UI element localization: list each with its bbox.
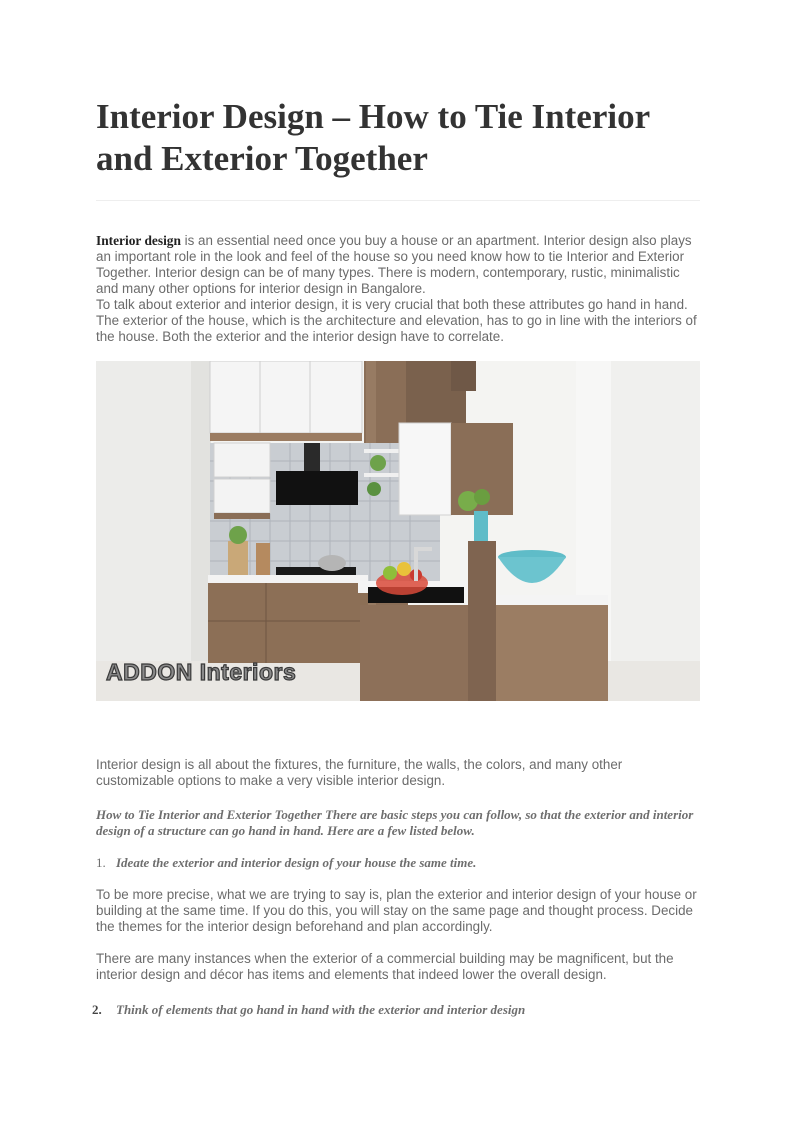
list-item-2 — [92, 1002, 700, 1018]
page-title: Interior Design – How to Tie Interior and Exterior Together — [96, 97, 650, 178]
intro-lead-link[interactable]: Interior design — [96, 233, 181, 248]
section-subheading: How to Tie Interior and Exterior Together There are basic steps you can follow, so that the exterior and interior design of a structure can go hand in hand. Here are a few listed below. — [96, 807, 694, 838]
image-watermark: ADDON Interiors — [106, 659, 297, 685]
intro-paragraph-1-text: is an essential need once you buy a house or an apartment. Interior design also plays an important role in the look and feel of the house so you need know how to tie Interior and Exterior Together. Interior design can be of many types. There is modern, contemporary, rustic, minimalistic and many other options for interior design in Bangalore. — [96, 233, 692, 296]
fixtures-paragraph: Interior design is all about the fixtures, the furniture, the walls, the colors, and many other customizable options to make a very visible interior design. — [96, 757, 623, 788]
intro-paragraph-2: To talk about exterior and interior design, it is very crucial that both these attributes go hand in hand. The exterior of the house, which is the architecture and elevation, has to go in line with the interiors of the house. Both the exterior and the interior design have to correlate. — [96, 297, 697, 344]
title-divider — [96, 200, 700, 201]
list-item-2-text: Think of elements that go hand in hand with the exterior and interior design — [116, 1002, 526, 1017]
list-item-1-text: Ideate the exterior and interior design of your house the same time. — [116, 855, 477, 870]
list-item-1 — [96, 855, 700, 871]
kitchen-photo — [96, 361, 700, 701]
intro-paragraph-1 — [96, 233, 700, 297]
intro-section — [96, 233, 700, 345]
instances-paragraph: There are many instances when the exterior of a commercial building may be magnificent, but the interior design and décor has items and elements that indeed lower the overall design. — [96, 951, 674, 982]
list-item-2-number: 2. — [92, 1002, 102, 1017]
article — [92, 96, 700, 1018]
list-item-1-number: 1. — [96, 855, 106, 870]
kitchen-illustration — [96, 361, 700, 701]
precise-paragraph: To be more precise, what we are trying to say is, plan the exterior and interior design of your house or building at the same time. If you do this, you will stay on the same page and thought process. Decide the themes for the interior design beforehand and plan accordingly. — [96, 887, 697, 934]
